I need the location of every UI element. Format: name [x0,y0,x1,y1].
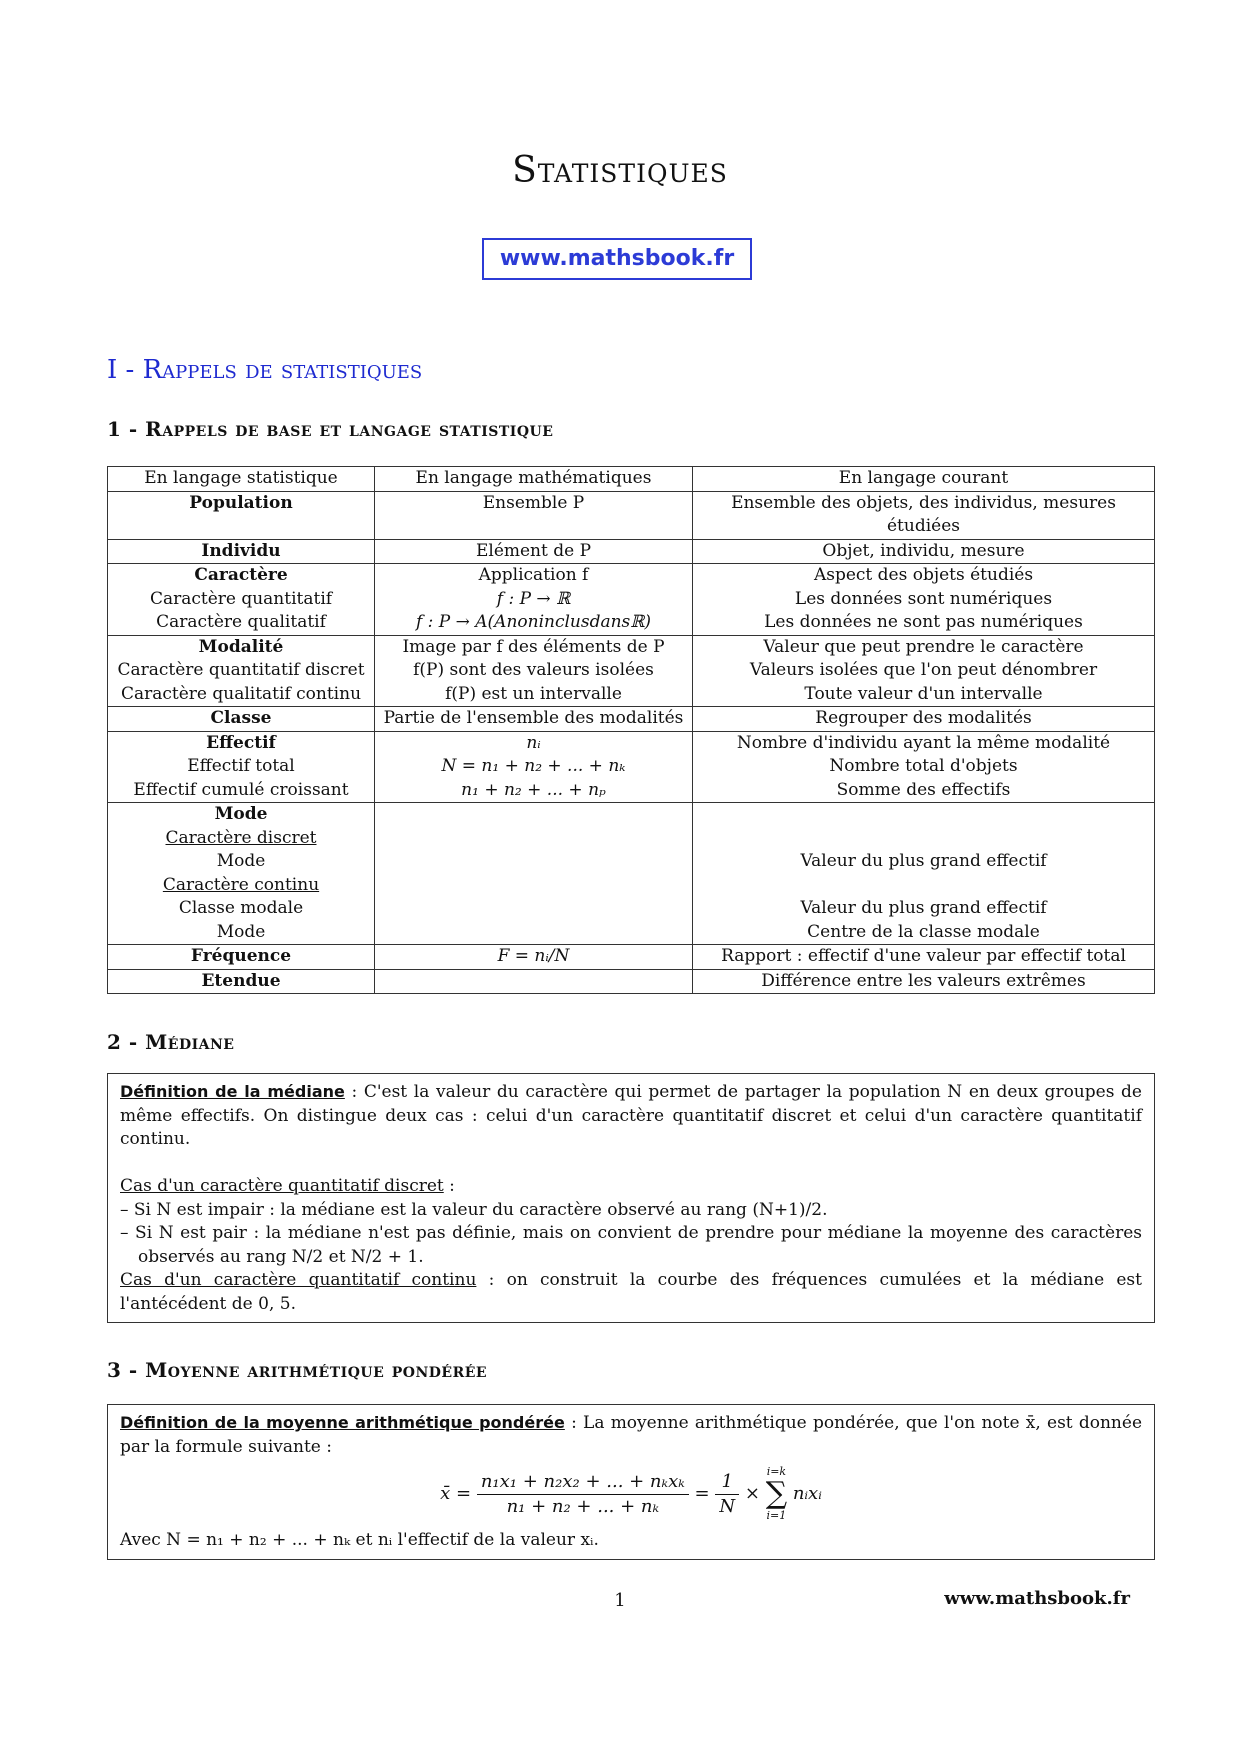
mediane-definition-box [107,1073,1155,1323]
cell-line: Modalité [198,636,284,657]
definition-text: : C'est la valeur du caractère qui permet de partager la population N en deux groupes de même effectifs. On distingue deux cas : celui d'un caractère quantitatif discret et celui d'un caractère quantitatif continu. [120,1082,1142,1149]
definition-paragraph [120,1411,1142,1459]
cell-line: Somme des effectifs [836,779,1011,800]
formula-equals: = [694,1483,710,1504]
definition-label: Définition de la moyenne arithmétique pondérée [120,1413,565,1432]
table-row [108,969,1155,994]
table-row [108,467,1155,492]
cell-line: Caractère quantitatif [149,588,333,609]
table-row [108,539,1155,564]
subsection-heading-langage: 1 - Rappels de base et langage statistique [107,417,554,441]
cell-line: Application f [478,565,589,585]
table-cell: Individu [108,539,375,564]
cell-line: Effectif [206,732,276,753]
list-item: – Si N est pair : la médiane n'est pas définie, mais on convient de prendre pour médiane la moyenne des caractères observés au rang N/2 et N/2 + 1. [120,1223,1142,1267]
sum-upper-limit: i=k [766,1465,787,1478]
table-cell [375,731,693,803]
table-cell [375,969,693,994]
continu-case-paragraph [120,1269,1142,1316]
table-cell: Rapport : effectif d'une valeur par effectif total [693,945,1155,970]
table-cell [693,803,1155,945]
sum-lower-limit: i=1 [766,1509,787,1522]
table-cell: Classe [108,707,375,732]
formula-times: × [744,1483,760,1504]
formula-n: N [719,1495,736,1517]
table-row [108,803,1155,945]
table-header-cell: En langage mathématiques [375,467,693,492]
table-row [108,635,1155,707]
cell-line: Valeur du plus grand effectif [800,898,1047,918]
table-cell: Différence entre les valeurs extrêmes [693,969,1155,994]
cell-line: Caractère [194,565,288,585]
table-cell: Fréquence [108,945,375,970]
section-heading-rappels: I - Rappels de statistiques [107,355,423,385]
cell-line: Effectif cumulé croissant [133,779,349,800]
moyenne-definition-box [107,1404,1155,1560]
document-title: Statistiques [512,150,728,191]
discret-case-heading [120,1175,1142,1199]
cell-line: Caractère qualitatif continu [120,683,362,704]
table-cell: Partie de l'ensemble des modalités [375,707,693,732]
definition-label: Définition de la médiane [120,1082,345,1101]
cell-line: f : P → A(Anoninclusdansℝ) [415,612,652,632]
discret-label: Cas d'un caractère quantitatif discret [120,1176,444,1196]
table-cell [108,564,375,636]
cell-line: N = n₁ + n₂ + ... + nₖ [441,756,626,776]
table-cell: Ensemble des objets, des individus, mesures étudiées [693,491,1155,539]
table-cell [693,564,1155,636]
cell-line: Mode [214,804,268,824]
table-cell: F = nᵢ/N [375,945,693,970]
formula-one-over-n [715,1470,739,1518]
cell-line: Aspect des objets étudiés [813,565,1034,585]
table-cell [108,731,375,803]
discret-suffix: : [443,1176,455,1196]
table-row [108,491,1155,539]
table-row [108,707,1155,732]
formula-fraction [477,1470,689,1518]
cell-line: Valeur du plus grand effectif [800,851,1047,871]
cell-line: Centre de la classe modale [807,921,1040,942]
definition-paragraph [120,1080,1142,1152]
table-cell: Regrouper des modalités [693,707,1155,732]
cell-line: Caractère quantitatif discret [117,660,365,680]
table-row [108,731,1155,803]
continu-text: : on construit la courbe des fréquences cumulées et la médiane est l'antécédent de 0, 5. [120,1270,1142,1314]
formula-denominator: n₁ + n₂ + ... + nₖ [506,1495,660,1517]
page-number: 1 [614,1590,626,1611]
cell-line: Valeur que peut prendre le caractère [763,636,1084,657]
table-row [108,564,1155,636]
subsection-heading-moyenne: 3 - Moyenne arithmétique pondérée [107,1358,488,1382]
sum-term: nᵢxᵢ [792,1483,822,1504]
table-cell: Ensemble P [375,491,693,539]
subsection-heading-mediane: 2 - Médiane [107,1030,235,1054]
continu-label: Cas d'un caractère quantitatif continu [120,1270,477,1290]
cell-line: Nombre total d'objets [829,756,1018,776]
formula-one: 1 [715,1470,739,1495]
cell-line: f(P) sont des valeurs isolées [413,660,654,680]
sigma-sign: ∑ [765,1476,788,1511]
cell-line: Image par f des éléments de P [402,636,665,657]
table-cell [375,635,693,707]
table-cell [375,803,693,945]
cell-line: Nombre d'individu ayant la même modalité [736,732,1111,753]
table-cell [693,731,1155,803]
cell-line: Caractère qualitatif [156,612,326,632]
table-cell [375,564,693,636]
cell-line: f(P) est un intervalle [445,683,622,704]
table-header-cell: En langage courant [693,467,1155,492]
cell-line: Les données sont numériques [794,588,1053,609]
cell-line: Mode [216,921,266,942]
formula-lhs: x̄ = [440,1483,472,1504]
cell-line: Mode [216,851,266,871]
cell-line: Les données ne sont pas numériques [764,612,1083,632]
table-row [108,945,1155,970]
table-cell: Population [108,491,375,539]
footer-site-link[interactable]: www.mathsbook.fr [944,1588,1130,1609]
cell-line: Caractère continu [162,874,320,895]
definition-text: : La moyenne arithmétique pondérée, que l'on note x̄, est donnée par la formule suivante : [120,1413,1142,1457]
summation-icon [766,1465,787,1523]
cell-line: Caractère discret [165,827,317,848]
site-link-box[interactable]: www.mathsbook.fr [482,238,752,280]
cell-line: Effectif total [187,756,295,776]
cell-line: Classe modale [178,898,304,918]
table-cell: Etendue [108,969,375,994]
cell-line: nᵢ [526,732,541,753]
formula-numerator: n₁x₁ + n₂x₂ + ... + nₖxₖ [477,1470,689,1495]
table-cell: Objet, individu, mesure [693,539,1155,564]
table-cell [108,803,375,945]
table-cell [108,635,375,707]
table-cell: Elément de P [375,539,693,564]
cell-line: n₁ + n₂ + ... + nₚ [461,779,606,800]
cell-line: Valeurs isolées que l'on peut dénombrer [749,660,1098,680]
table-header-cell: En langage statistique [108,467,375,492]
table-cell [693,635,1155,707]
weighted-mean-formula [120,1465,1142,1523]
list-item: – Si N est impair : la médiane est la valeur du caractère observé au rang (N+1)/2. [120,1199,828,1220]
avec-paragraph: Avec N = n₁ + n₂ + ... + nₖ et nᵢ l'effectif de la valeur xᵢ. [120,1530,599,1550]
cell-line: Toute valeur d'un intervalle [804,683,1043,704]
stats-vocabulary-table [107,466,1155,994]
cell-line: f : P → ℝ [496,588,571,609]
